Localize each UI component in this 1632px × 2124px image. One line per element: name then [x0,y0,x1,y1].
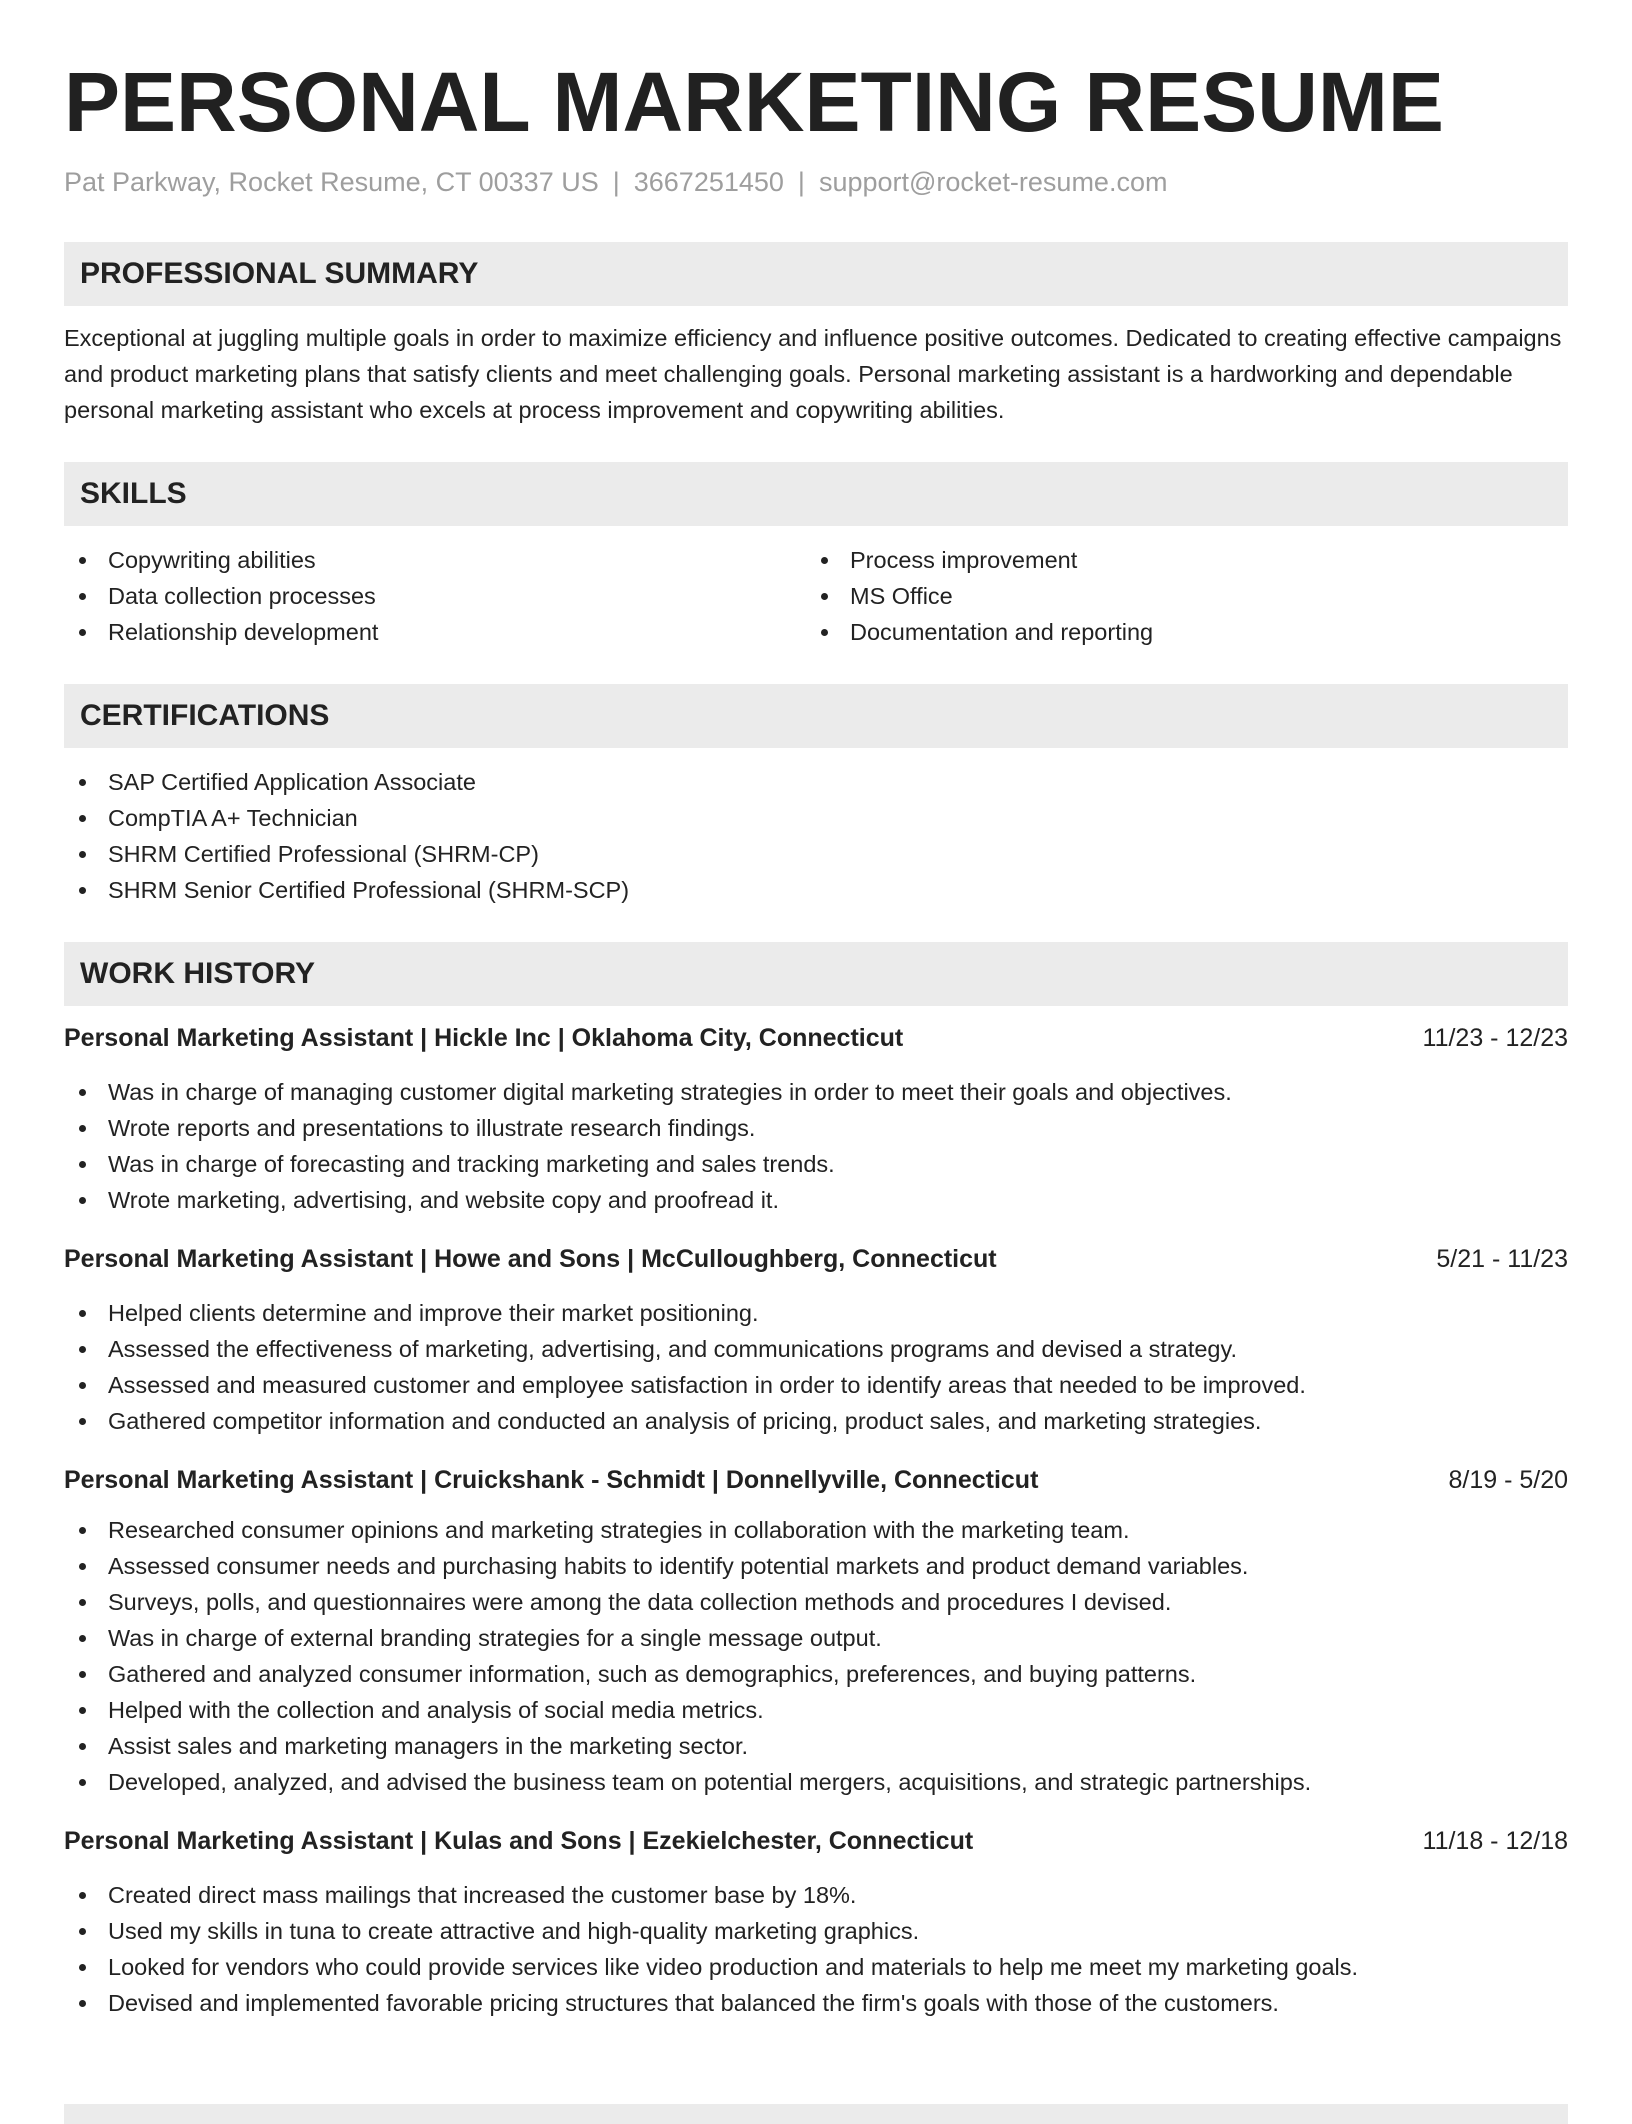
job-bullet: Assessed the effectiveness of marketing, advertising, and communications programs and devised a strategy. [64,1331,1568,1367]
job-bullet: Assist sales and marketing managers in the marketing sector. [64,1728,1568,1764]
resume-page [64,0,1568,2021]
job-bullet: Developed, analyzed, and advised the business team on potential mergers, acquisitions, and strategic partnerships. [64,1764,1568,1800]
certification-item: CompTIA A+ Technician [64,800,1568,836]
contact-address: Pat Parkway, Rocket Resume, CT 00337 US [64,167,599,197]
skills-list-left [64,542,806,650]
job-dates: 5/21 - 11/23 [1436,1245,1568,1273]
job-header [64,1241,1568,1277]
job-entry [64,1020,1568,1218]
next-section-heading-bar [64,2104,1568,2124]
skill-item: Documentation and reporting [806,614,1548,650]
job-bullet: Assessed and measured customer and employee satisfaction in order to identify areas that needed to be improved. [64,1367,1568,1403]
job-bullet: Helped clients determine and improve their market positioning. [64,1295,1568,1331]
certification-item: SHRM Senior Certified Professional (SHRM-SCP) [64,872,1568,908]
job-dates: 8/19 - 5/20 [1448,1466,1568,1494]
job-title: Personal Marketing Assistant | Howe and Sons | McCulloughberg, Connecticut [64,1245,997,1273]
job-entry [64,1241,1568,1439]
job-bullet: Assessed consumer needs and purchasing habits to identify potential markets and product demand variables. [64,1548,1568,1584]
skills-heading: SKILLS [64,462,1568,526]
job-bullet: Created direct mass mailings that increased the customer base by 18%. [64,1877,1568,1913]
job-bullet: Researched consumer opinions and marketing strategies in collaboration with the marketing team. [64,1512,1568,1548]
contact-phone: 3667251450 [633,167,784,197]
certifications-section [64,684,1568,908]
contact-separator: | [797,167,805,197]
job-bullet: Surveys, polls, and questionnaires were among the data collection methods and procedures I devised. [64,1584,1568,1620]
skill-item: Data collection processes [64,578,806,614]
job-bullets [64,1295,1568,1439]
work-history-section [64,942,1568,2021]
skill-item: Process improvement [806,542,1548,578]
certification-item: SHRM Certified Professional (SHRM-CP) [64,836,1568,872]
job-dates: 11/23 - 12/23 [1422,1024,1568,1052]
job-bullets [64,1074,1568,1218]
summary-text: Exceptional at juggling multiple goals in order to maximize efficiency and influence positive outcomes. Dedicated to creating effective campaigns and product marketing plans that satisfy clients and meet challenging goals. Personal marketing assistant is a hardworking and dependable personal marketing assistant who excels at process improvement and copywriting abilities. [64,325,1562,423]
job-title: Personal Marketing Assistant | Cruickshank - Schmidt | Donnellyville, Connecticut [64,1466,1039,1494]
job-bullet: Was in charge of managing customer digital marketing strategies in order to meet their goals and objectives. [64,1074,1568,1110]
job-dates: 11/18 - 12/18 [1422,1827,1568,1855]
skill-item: MS Office [806,578,1548,614]
job-bullet: Used my skills in tuna to create attractive and high-quality marketing graphics. [64,1913,1568,1949]
certifications-heading: CERTIFICATIONS [64,684,1568,748]
summary-section [64,242,1568,428]
job-entry [64,1462,1568,1800]
job-entry [64,1823,1568,2021]
contact-line [64,164,1568,200]
skills-list-right [806,542,1548,650]
job-bullet: Wrote reports and presentations to illustrate research findings. [64,1110,1568,1146]
job-bullet: Wrote marketing, advertising, and website copy and proofread it. [64,1182,1568,1218]
skill-item: Relationship development [64,614,806,650]
job-title: Personal Marketing Assistant | Hickle Inc | Oklahoma City, Connecticut [64,1024,904,1052]
job-bullet: Was in charge of forecasting and tracking marketing and sales trends. [64,1146,1568,1182]
job-bullet: Was in charge of external branding strategies for a single message output. [64,1620,1568,1656]
job-bullet: Gathered competitor information and conducted an analysis of pricing, product sales, and marketing strategies. [64,1403,1568,1439]
skills-section [64,462,1568,650]
certifications-list [64,764,1568,908]
job-bullets [64,1512,1568,1800]
job-bullet: Devised and implemented favorable pricing structures that balanced the firm's goals with those of the customers. [64,1985,1568,2021]
job-bullet: Gathered and analyzed consumer information, such as demographics, preferences, and buying patterns. [64,1656,1568,1692]
certification-item: SAP Certified Application Associate [64,764,1568,800]
job-title: Personal Marketing Assistant | Kulas and Sons | Ezekielchester, Connecticut [64,1827,974,1855]
job-bullet: Looked for vendors who could provide services like video production and materials to help me meet my marketing goals. [64,1949,1568,1985]
job-header [64,1823,1568,1859]
work-history-heading: WORK HISTORY [64,942,1568,1006]
resume-title: PERSONAL MARKETING RESUME [64,55,1444,149]
skills-columns [64,542,1568,650]
job-header [64,1462,1568,1498]
job-bullet: Helped with the collection and analysis of social media metrics. [64,1692,1568,1728]
contact-email[interactable]: support@rocket-resume.com [818,167,1168,197]
summary-heading: PROFESSIONAL SUMMARY [64,242,1568,306]
job-header [64,1020,1568,1056]
skill-item: Copywriting abilities [64,542,806,578]
job-bullets [64,1877,1568,2021]
contact-separator: | [612,167,620,197]
